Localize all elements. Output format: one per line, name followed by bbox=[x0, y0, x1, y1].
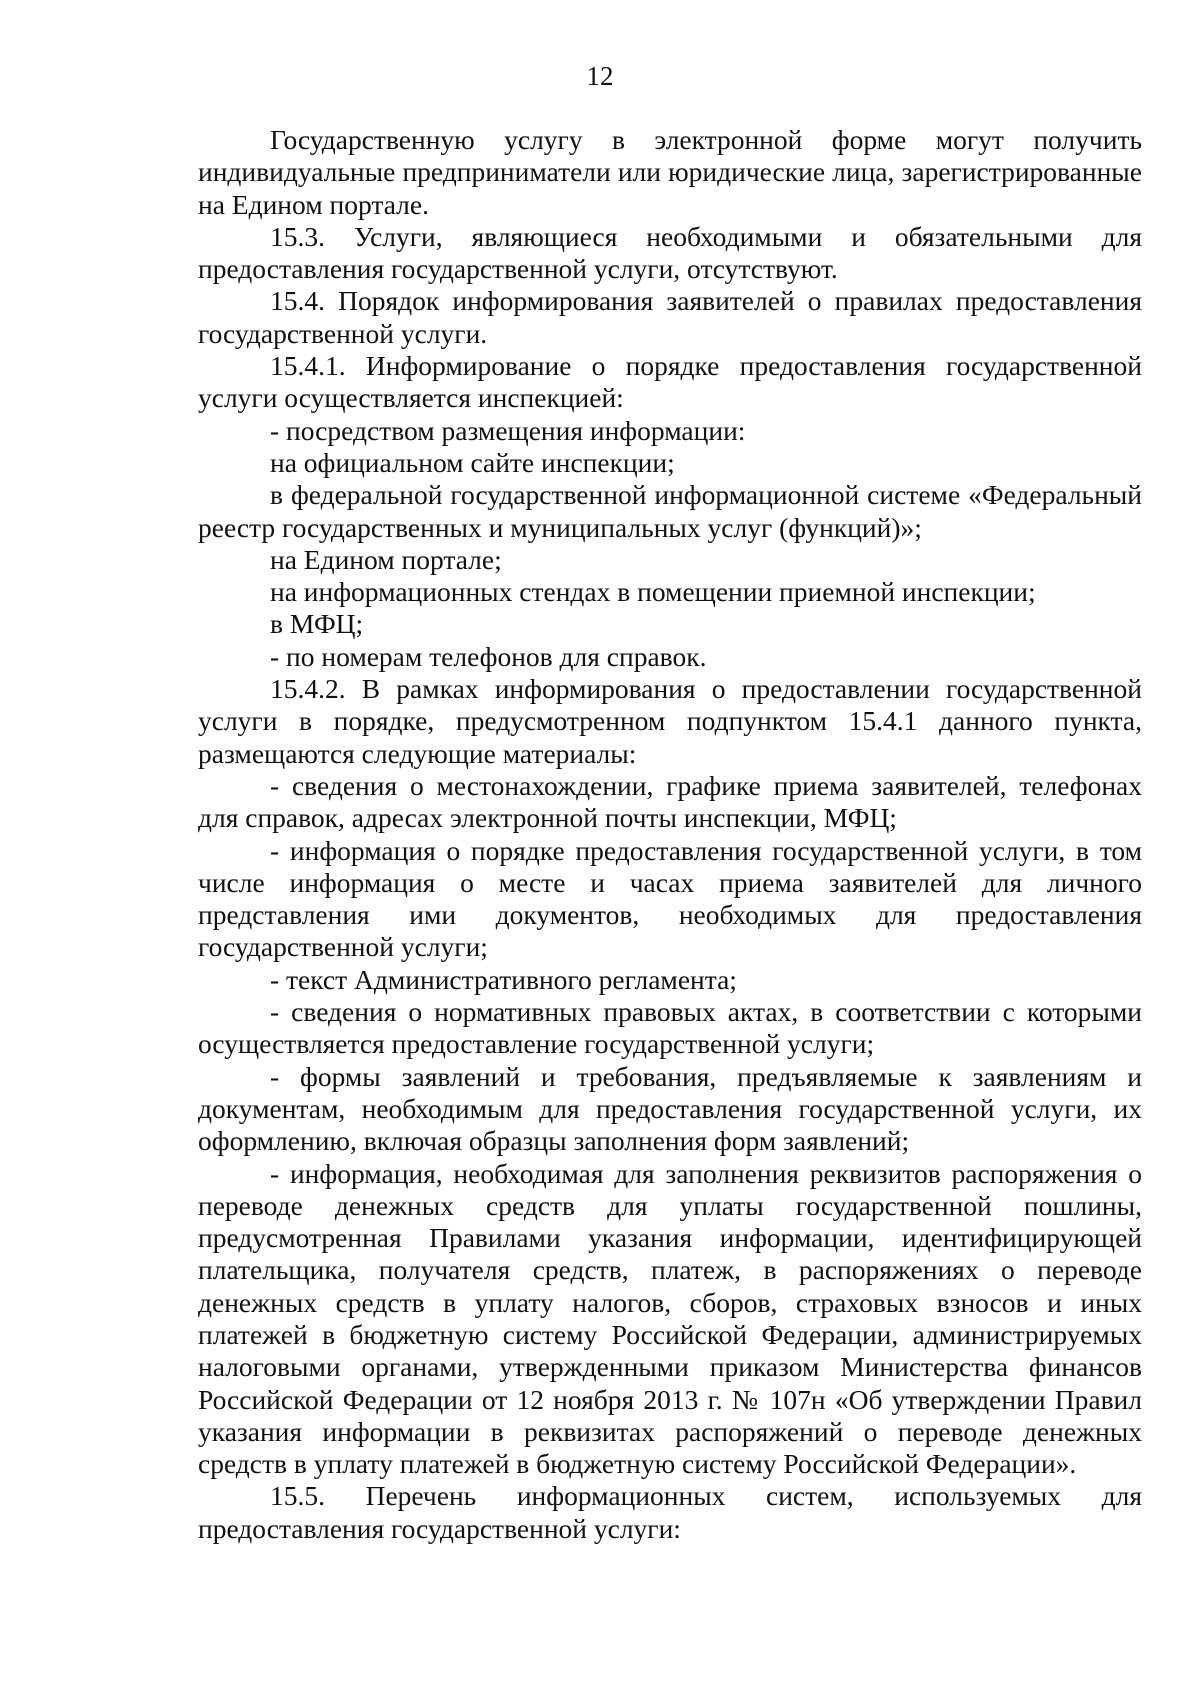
list-item-official-site: на официальном сайте инспекции; bbox=[270, 446, 675, 478]
paragraph-15-4-2: 15.4.2. В рамках информирования о предоставлении государственной услуги в порядке, предусмотренном подпунктом 15.4.1 данного пункта, размещаются следующие материалы: bbox=[198, 673, 1142, 769]
document-body bbox=[198, 124, 1142, 1545]
paragraph-15-3: 15.3. Услуги, являющиеся необходимыми и обязательными для предоставления государственной услуги, отсутствуют. bbox=[198, 220, 1142, 285]
list-item-legal-acts: - сведения о нормативных правовых актах, в соответствии с которыми осуществляется предоставление государственной услуги; bbox=[198, 996, 1142, 1060]
paragraph-15-4: 15.4. Порядок информирования заявителей о правилах предоставления государственной услуги. bbox=[198, 285, 1142, 349]
paragraph-electronic-service: Государственную услугу в электронной форме могут получить индивидуальные предприниматели или юридические лица, зарегистрированные на Едином портале. bbox=[198, 124, 1142, 220]
list-item-application-forms: - формы заявлений и требования, предъявляемые к заявлениям и документам, необходимым для предоставления государственной услуги, их оформлению, включая образцы заполнения форм заявлений; bbox=[198, 1060, 1142, 1157]
list-item-phones: - по номерам телефонов для справок. bbox=[270, 640, 707, 672]
list-item-regulation-text: - текст Административного регламента; bbox=[270, 963, 737, 995]
paragraph-15-5: 15.5. Перечень информационных систем, используемых для предоставления государственной услуги: bbox=[198, 1480, 1142, 1544]
paragraph-15-4-1: 15.4.1. Информирование о порядке предоставления государственной услуги осуществляется инспекцией: bbox=[198, 350, 1142, 414]
list-item-mfc: в МФЦ; bbox=[270, 608, 364, 640]
list-item-single-portal: на Едином портале; bbox=[270, 543, 502, 575]
list-item-federal-registry: в федеральной государственной информационной системе «Федеральный реестр государственных и муниципальных услуг (функций)»; bbox=[198, 479, 1142, 543]
list-item-procedure-info: - информация о порядке предоставления государственной услуги, в том числе информация о месте и часах приема заявителей для личного представления ими документов, необходимых для предоставления государственной услуги; bbox=[198, 834, 1142, 963]
list-item-location-info: - сведения о местонахождении, графике приема заявителей, телефонах для справок, адресах электронной почты инспекции, МФЦ; bbox=[198, 769, 1142, 834]
list-item-info-stands: на информационных стендах в помещении приемной инспекции; bbox=[270, 576, 1036, 608]
page-number: 12 bbox=[586, 61, 614, 91]
list-item-payment-details: - информация, необходимая для заполнения реквизитов распоряжения о переводе денежных средств для уплаты государственной пошлины, предусмотренная Правилами указания информации, идентифицирующей плательщика, получателя средств, платеж, в распоряжениях о переводе денежных средств в уплату налогов, сборов, страховых взносов и иных платежей в бюджетную систему Российской Федерации, администрируемых налоговыми органами, утвержденными приказом Министерства финансов Российской Федерации от 12 ноября 2013 г. № 107н «Об утверждении Правил указания информации в реквизитах распоряжений о переводе денежных средств в уплату платежей в бюджетную систему Российской Федерации». bbox=[198, 1157, 1142, 1480]
list-item-placement: - посредством размещения информации: bbox=[270, 414, 746, 446]
